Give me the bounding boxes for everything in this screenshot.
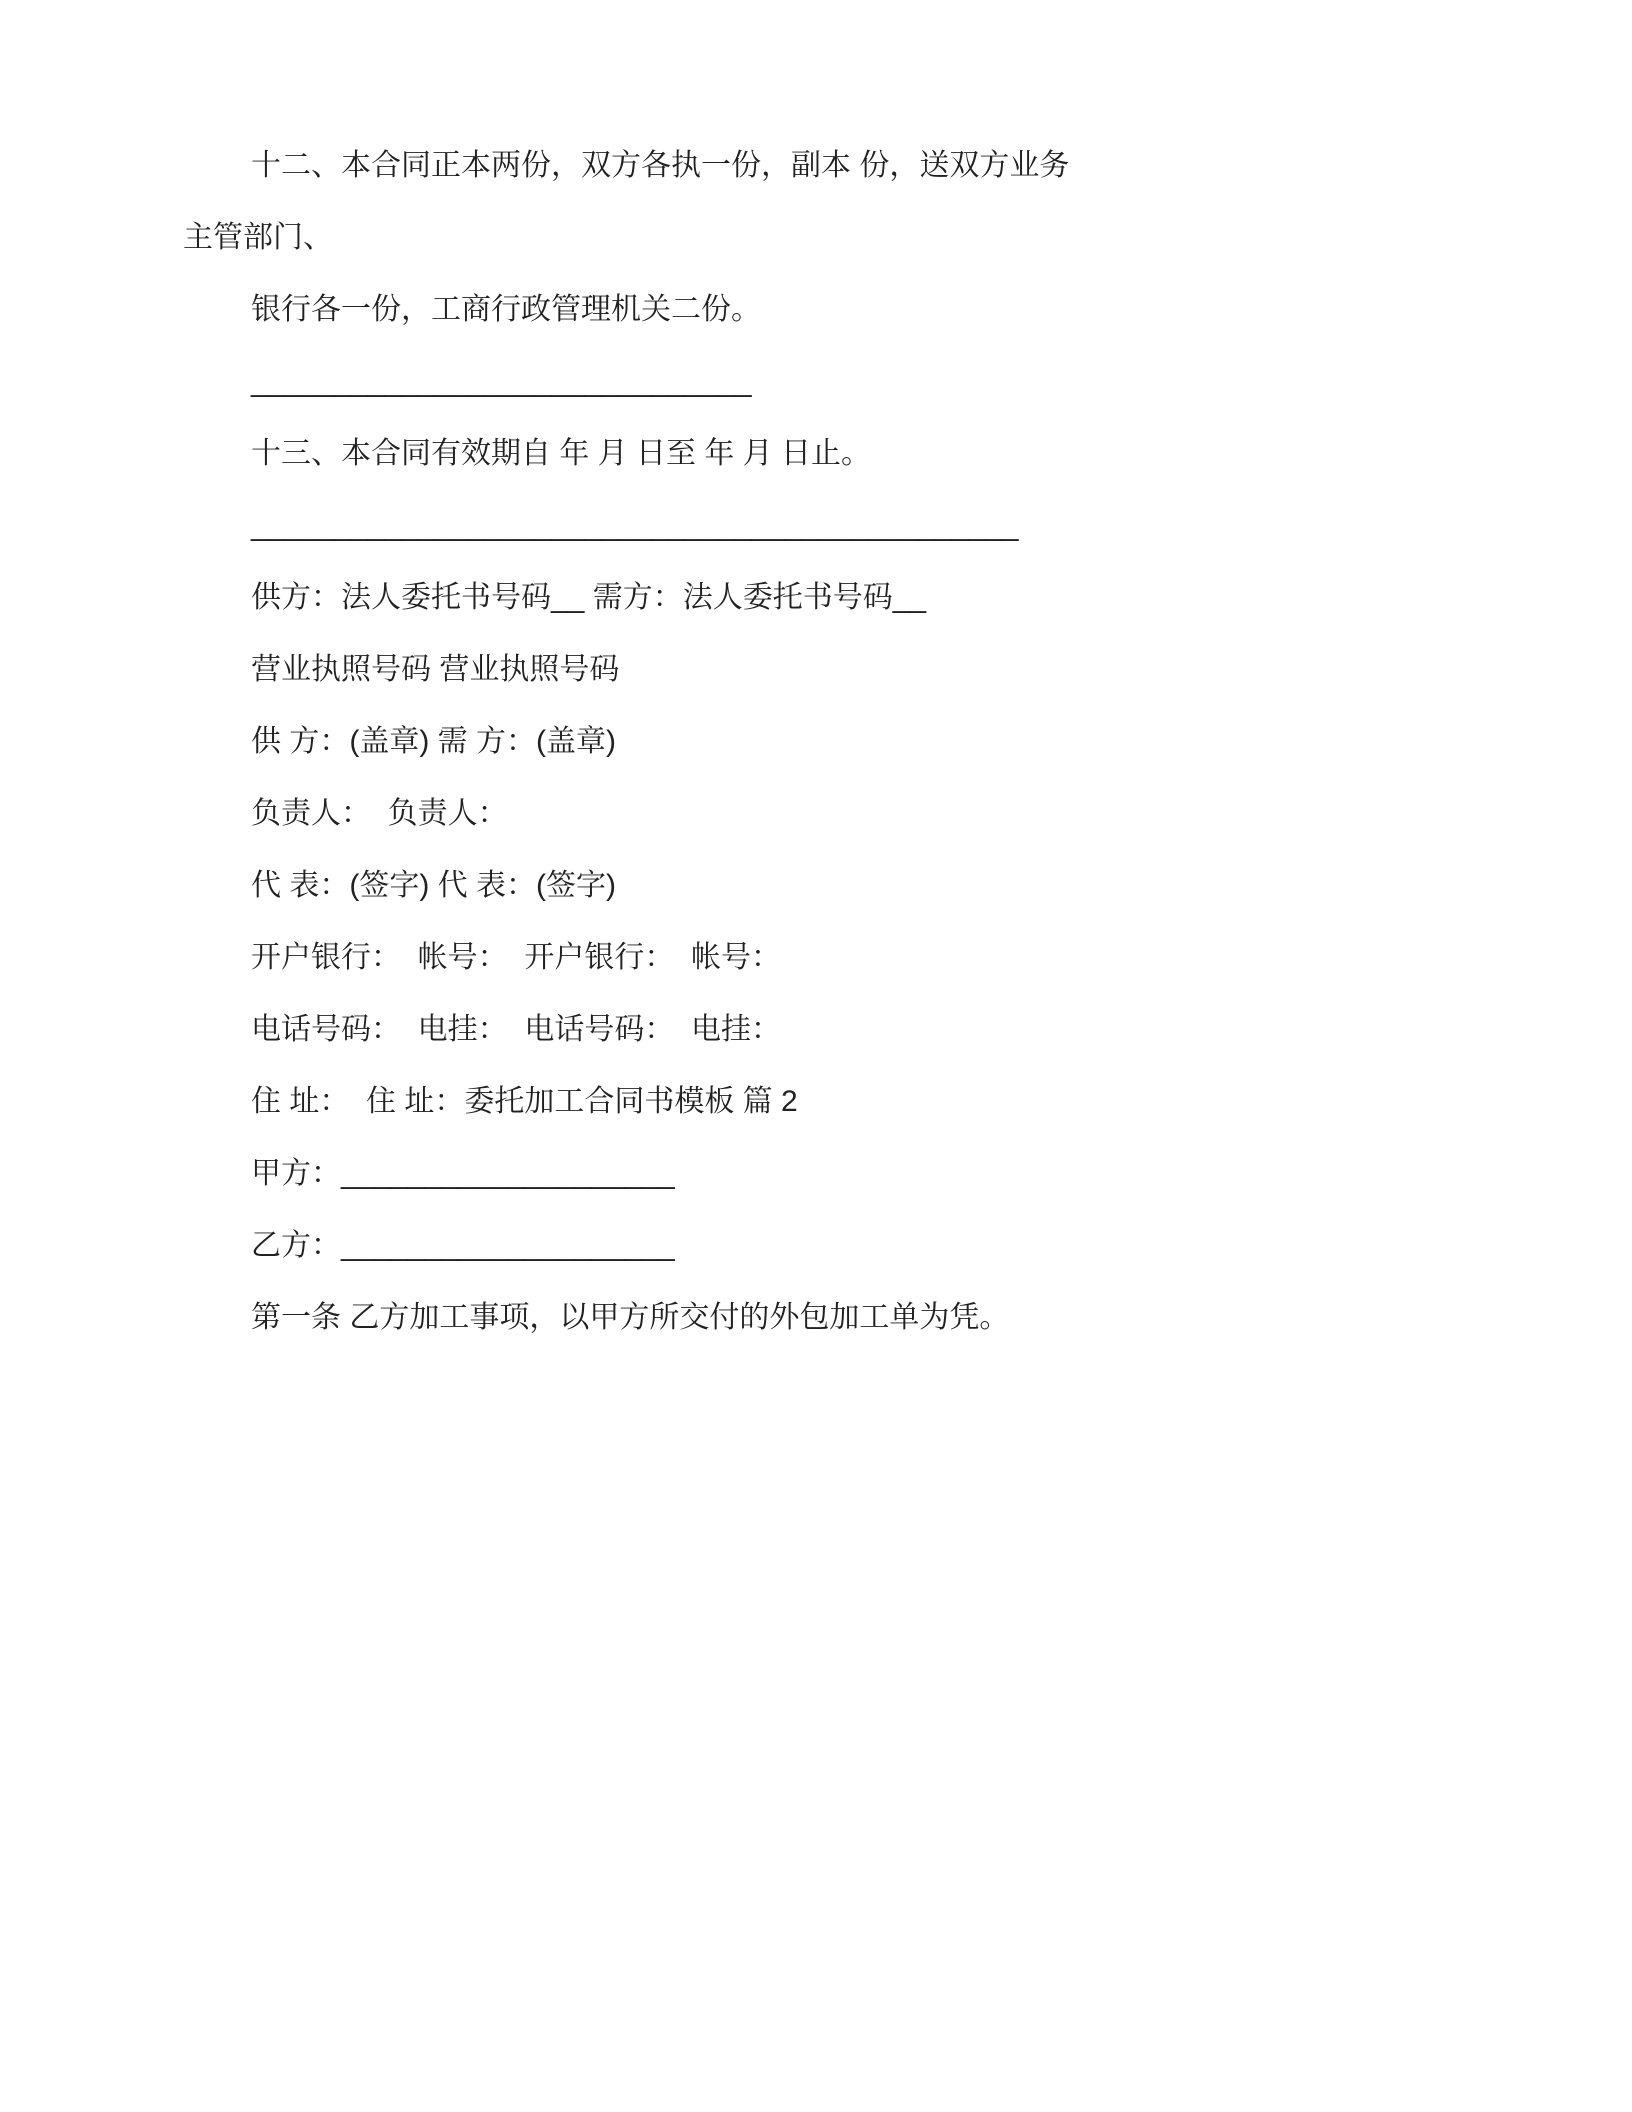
blank-underline: ______________________________________________ (251, 509, 1019, 542)
party-a-line: 甲方：____________________ (251, 1157, 675, 1190)
paragraph-line: 代 表：(签字) 代 表：(签字) (251, 869, 616, 902)
paragraph-line: 十二、本合同正本两份，双方各执一份，副本 份，送双方业务 (251, 149, 1070, 182)
paragraph-line-wrap: 主管部门、 (183, 221, 333, 254)
paragraph-line: 供方：法人委托书号码__ 需方：法人委托书号码__ (251, 581, 927, 614)
paragraph-line: 十三、本合同有效期自 年 月 日至 年 月 日止。 (251, 437, 872, 470)
paragraph-line: 住 址： 住 址：委托加工合同书模板 篇 2 (251, 1085, 798, 1118)
contract-body (183, 146, 1447, 1370)
paragraph-line: 供 方：(盖章) 需 方：(盖章) (251, 725, 616, 758)
paragraph-line: 第一条 乙方加工事项，以甲方所交付的外包加工单为凭。 (251, 1301, 1010, 1334)
paragraph-line: 开户银行： 帐号： 开户银行： 帐号： (251, 941, 782, 974)
party-b-line: 乙方：____________________ (251, 1229, 675, 1262)
paragraph-line: 银行各一份，工商行政管理机关二份。 (251, 293, 761, 326)
blank-underline: ______________________________ (251, 365, 752, 398)
paragraph-line: 营业执照号码 营业执照号码 (251, 653, 620, 686)
paragraph-line: 负责人： 负责人： (251, 797, 508, 830)
paragraph-line: 电话号码： 电挂： 电话号码： 电挂： (251, 1013, 782, 1046)
